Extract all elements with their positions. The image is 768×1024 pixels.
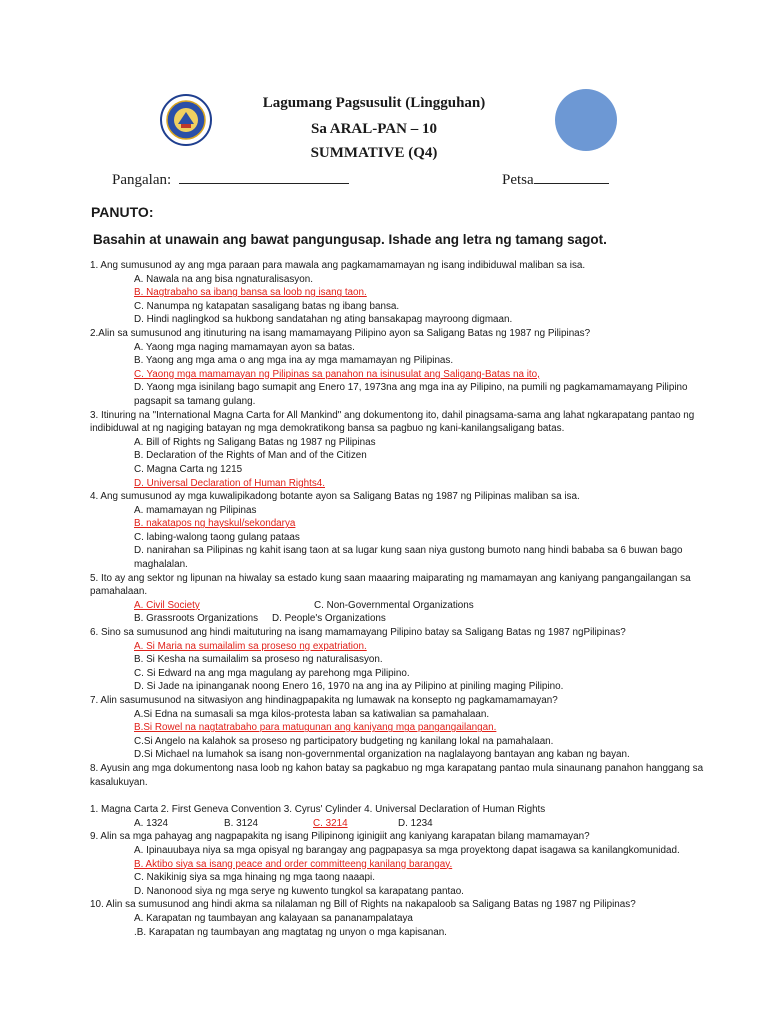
- header-subject: Sa ARAL-PAN – 10: [311, 121, 437, 137]
- option-7d: D.Si Michael na lumahok sa isang non-governmental organization na naglalayong bantayan ang kaban ng bayan.: [134, 749, 630, 761]
- option-4d-cont: maghalalan.: [134, 559, 188, 571]
- options-5-row2: [90, 612, 690, 626]
- option-8d: D. 1234: [398, 817, 433, 829]
- option-7c: C.Si Angelo na kalahok sa proseso ng participatory budgeting ng kanilang lokal na pamahalaan.: [134, 735, 554, 747]
- name-date-row: [112, 171, 632, 189]
- option-3b: B. Declaration of the Rights of Man and of the Citizen: [134, 450, 367, 462]
- option-9a: A. Ipinauubaya niya sa mga opisyal ng barangay ang pagpapasya sa mga proyektong dapat isagawa sa kanilangkomunidad.: [134, 844, 680, 856]
- option-5c: C. Non-Governmental Organizations: [314, 599, 474, 611]
- option-1d: D. Hindi naglingkod sa hukbong sandatahan ng ating bansakapag mayroong digmaan.: [134, 314, 513, 326]
- question-10: 10. Alin sa sumusunod ang hindi akma sa nilalaman ng Bill of Rights na nakapaloob sa Saligang Batas ng 1987 ng Pilipinas?: [90, 899, 636, 911]
- option-5a-answer: A. Civil Society: [134, 599, 200, 611]
- question-4: 4. Ang sumusunod ay mga kuwalipikadong botante ayon sa Saligang Batas ng 1987 ng Pilipinas maliban sa isa.: [90, 491, 580, 503]
- date-label: Petsa: [502, 172, 534, 188]
- question-3-cont: indibiduwal at ng nagiging batayan ng mga demokratikong bansa sa pagbuo ng kani-kanilangsaligang batas.: [90, 423, 565, 435]
- option-6a-answer: A. Si Maria na sumailalim sa proseso ng expatriation.: [134, 640, 367, 652]
- option-5d: D. People's Organizations: [272, 613, 386, 625]
- option-9b-answer: B. Aktibo siya sa isang peace and order committeeng kanilang barangay.: [134, 858, 453, 870]
- options-8-row: [90, 817, 690, 831]
- option-8b: B. 3124: [224, 817, 259, 829]
- option-2d: D. Yaong mga isinilang bago sumapit ang Enero 17, 1973na ang mga ina ay Pilipino, na pumili ng pagkamamamayang Pilipino: [134, 382, 688, 394]
- date-group: [502, 171, 609, 189]
- question-2: 2.Alin sa sumusunod ang itinuturing na isang mamamayang Pilipino ayon sa Saligang Batas ng 1987 ng Pilipinas?: [90, 327, 591, 339]
- option-2d-cont: pagsapit sa tamang gulang.: [134, 395, 256, 407]
- option-3a: A. Bill of Rights ng Saligang Batas ng 1987 ng Pilipinas: [134, 436, 376, 448]
- option-10b: .B. Karapatan ng taumbayan ang magtatag ng unyon o mga kapisanan.: [134, 926, 447, 938]
- question-8: 8. Ayusin ang mga dokumentong nasa loob ng kahon batay sa pagkabuo ng mga karapatang pantao mula sinaunang panahon hanggang sa: [90, 762, 704, 774]
- instruction-text: Basahin at unawain ang bawat pangungusap. Ishade ang letra ng tamang sagot.: [93, 232, 607, 247]
- name-label: Pangalan:: [112, 172, 172, 188]
- date-blank-line[interactable]: [534, 171, 609, 184]
- option-5b: B. Grassroots Organizations: [134, 613, 259, 625]
- option-4a: A. mamamayan ng Pilipinas: [134, 504, 257, 516]
- question-1: 1. Ang sumusunod ay ang mga paraan para mawala ang pagkamamamayan ng isang indibiduwal maliban sa isa.: [90, 260, 586, 271]
- questions-block: [90, 259, 704, 939]
- option-2c-answer: C. Yaong mga mamamayan ng Pilipinas sa panahon na isinusulat ang Saligang-Batas na ito,: [134, 368, 540, 380]
- option-10a: A. Karapatan ng taumbayan ang kalayaan sa pananampalataya: [134, 912, 413, 924]
- option-3c: C. Magna Carta ng 1215: [134, 463, 243, 475]
- option-2b: B. Yaong ang mga ama o ang mga ina ay mga mamamayan ng Pilipinas.: [134, 355, 454, 367]
- panuto-heading: PANUTO:: [91, 204, 154, 220]
- question-5: 5. Ito ay ang sektor ng lipunan na hiwalay sa estado kung saan maaaring maiparating ng mamamayan ang kaniyang pangangailangan sa: [90, 572, 691, 584]
- option-4d: D. nanirahan sa Pilipinas ng kahit isang taon at sa lugar kung saan niya gustong bumoto nang hindi bababa sa 6 buwan bago: [134, 545, 683, 557]
- option-1a: A. Nawala na ang bisa ngnaturalisasyon.: [134, 273, 313, 285]
- option-4b-answer: B. nakatapos ng hayskul/sekondarya: [134, 518, 296, 530]
- option-6d: D. Si Jade na ipinanganak noong Enero 16, 1970 na ang ina ay Pilipino at piniling maging Pilipino.: [134, 681, 564, 693]
- option-9c: C. Nakikinig siya sa mga hinaing ng mga taong naaapi.: [134, 872, 375, 884]
- option-9d: D. Nanonood siya ng mga serye ng kuwento tungkol sa karapatang pantao.: [134, 885, 464, 897]
- option-8a: A. 1324: [134, 817, 169, 829]
- option-2a: A. Yaong mga naging mamamayan ayon sa batas.: [134, 341, 355, 353]
- question-8-cont: kasalukuyan.: [90, 776, 148, 788]
- header-quarter: SUMMATIVE (Q4): [310, 145, 438, 161]
- option-7a: A.Si Edna na sumasali sa mga kilos-protesta laban sa katiwalian sa pamahalaan.: [134, 708, 490, 720]
- option-3d-answer: D. Universal Declaration of Human Rights4.: [134, 477, 325, 489]
- question-7: 7. Alin sasumusunod na sitwasiyon ang hindinagpapakita ng lumawak na konsepto ng pagkamamamayan?: [90, 695, 558, 706]
- header-title: Lagumang Pagsusulit (Lingguhan): [262, 95, 486, 111]
- name-blank-line[interactable]: [179, 171, 349, 184]
- options-5-row1: [90, 599, 690, 613]
- option-1c: C. Nanumpa ng katapatan sasaligang batas ng ibang bansa.: [134, 300, 400, 312]
- option-4c: C. labing-walong taong gulang pataas: [134, 531, 300, 543]
- question-5-cont: pamahalaan.: [90, 586, 148, 598]
- option-7b-answer: B.Si Rowel na nagtatrabaho para matugunan ang kaniyang mga pangangailangan.: [134, 722, 497, 734]
- option-6c: C. Si Edward na ang mga magulang ay parehong mga Pilipino.: [134, 667, 410, 679]
- option-1b-answer: B. Nagtrabaho sa ibang bansa sa loob ng isang taon.: [134, 287, 367, 299]
- option-8c-answer: C. 3214: [313, 817, 348, 829]
- question-8-documents: 1. Magna Carta 2. First Geneva Convention 3. Cyrus' Cylinder 4. Universal Declaration of Human Rights: [90, 804, 546, 816]
- question-9: 9. Alin sa mga pahayag ang nagpapakita ng isang Pilipinong iginigiit ang kaniyang karapatan bilang mamamayan?: [90, 831, 590, 843]
- option-6b: B. Si Kesha na sumailalim sa proseso ng naturalisasyon.: [134, 654, 383, 666]
- question-6: 6. Sino sa sumusunod ang hindi maituturing na isang mamamayang Pilipino batay sa Saligang Batas ng 1987 ngPilipinas?: [90, 627, 626, 639]
- question-3: 3. Itinuring na "International Magna Carta for All Mankind" ang dokumentong ito, dahil pinagsama-sama ang lahat ngkarapatang pantao ng: [90, 409, 695, 421]
